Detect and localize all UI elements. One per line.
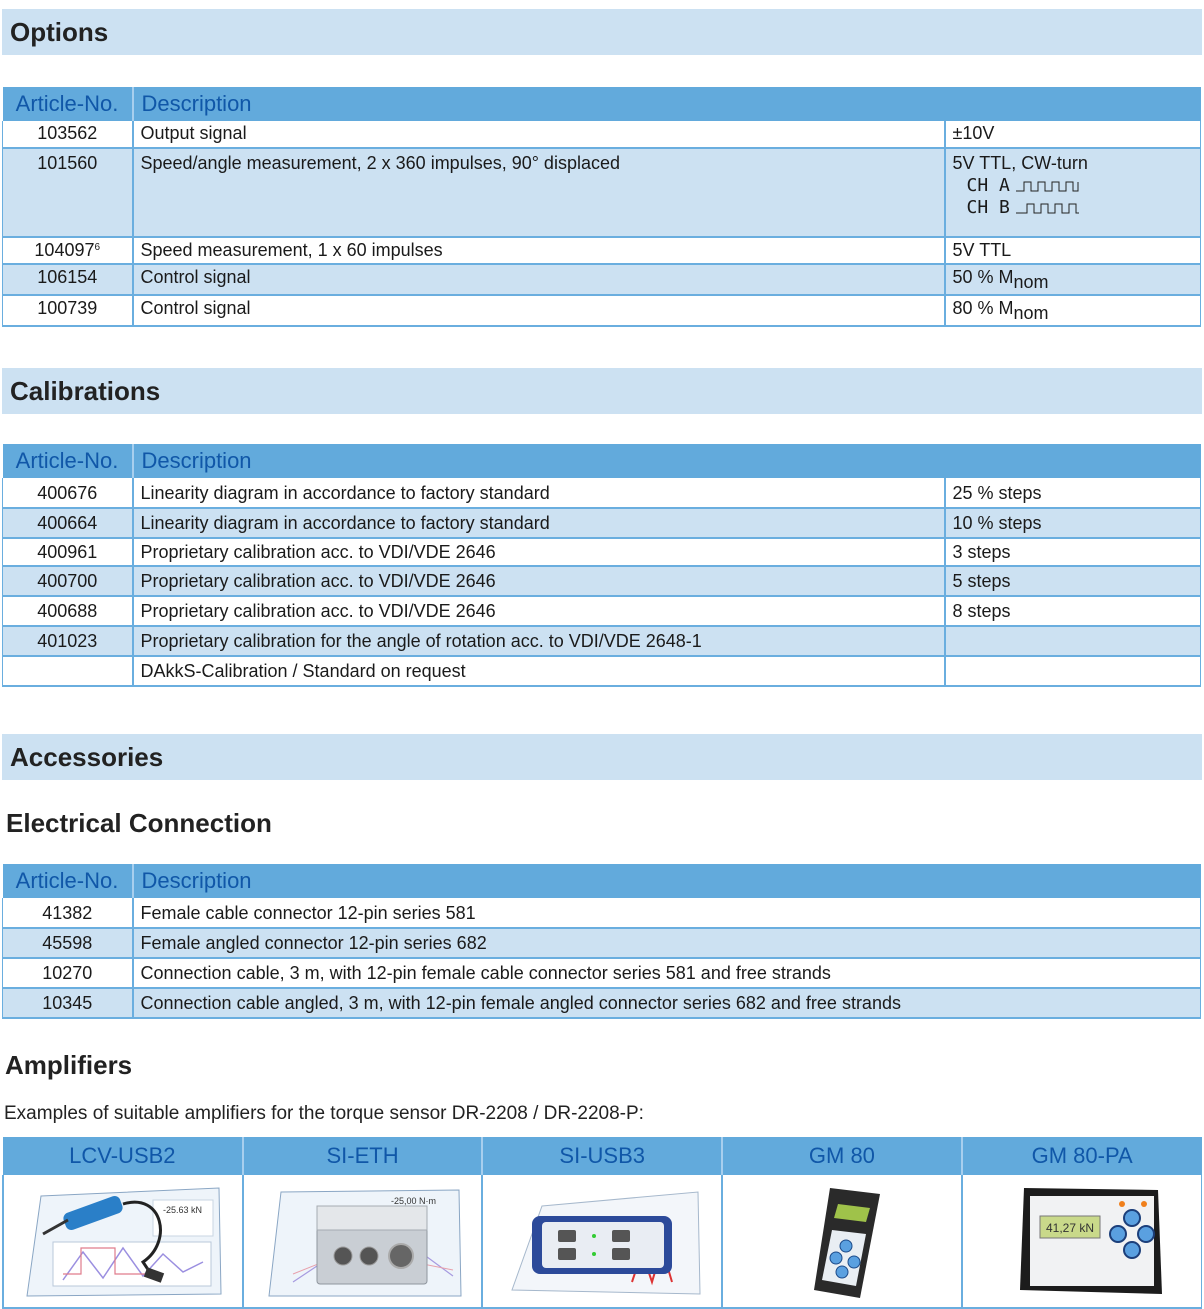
footnote-marker: 6 — [94, 242, 101, 253]
table-row — [3, 656, 1201, 686]
square-wave-icon — [1016, 202, 1080, 214]
article-no: 106154 — [3, 264, 133, 295]
header-article-no: Article-No. — [3, 87, 133, 121]
description: Linearity diagram in accordance to factory standard — [133, 508, 945, 538]
table-row — [3, 121, 1201, 148]
header-article-no: Article-No. — [3, 444, 133, 478]
article-no: 400700 — [3, 566, 133, 596]
ethernet-interface-image — [263, 1182, 463, 1300]
description: Speed measurement, 1 x 60 impulses — [133, 237, 945, 264]
article-no: 45598 — [3, 928, 133, 958]
usb-amplifier-image — [23, 1182, 223, 1300]
article-no-cell — [3, 237, 133, 264]
article-no — [3, 656, 133, 686]
amplifiers-table — [2, 1137, 1202, 1309]
article-no: 101560 — [3, 148, 133, 237]
table-row — [3, 566, 1201, 596]
reading-text: 41,27 kN — [1045, 1221, 1094, 1235]
reading-text: -25.63 kN — [162, 1205, 202, 1215]
options-table — [2, 87, 1201, 327]
options-section-header — [2, 9, 1202, 55]
table-row — [3, 596, 1201, 626]
value: 5 steps — [945, 566, 1201, 596]
value-cell — [945, 264, 1201, 295]
value: ±10V — [945, 121, 1201, 148]
article-no: 104097 — [34, 240, 95, 260]
description: Proprietary calibration acc. to VDI/VDE 2646 — [133, 566, 945, 596]
table-header — [3, 87, 1201, 121]
description: Control signal — [133, 264, 945, 295]
product-cell — [482, 1175, 722, 1308]
calibrations-section-header — [2, 368, 1202, 414]
electrical-connection-table — [2, 864, 1201, 1019]
accessories-section-header — [2, 734, 1202, 780]
panel-display-image — [982, 1182, 1182, 1300]
table-row — [3, 958, 1201, 988]
table-row — [3, 626, 1201, 656]
article-no: 400664 — [3, 508, 133, 538]
table-row — [3, 478, 1201, 508]
amplifiers-intro: Examples of suitable amplifiers for the torque sensor DR-2208 / DR-2208-P: — [4, 1103, 644, 1124]
channel-label: CH A — [966, 175, 1010, 196]
table-row — [3, 295, 1201, 326]
value — [945, 626, 1201, 656]
value-cell — [945, 148, 1201, 237]
calibrations-table — [2, 444, 1201, 687]
value: 25 % steps — [945, 478, 1201, 508]
table-row — [3, 928, 1201, 958]
article-no: 400961 — [3, 538, 133, 566]
value-subscript: nom — [1013, 303, 1049, 323]
table-row — [3, 264, 1201, 295]
product-cell — [722, 1175, 962, 1308]
table-header — [3, 864, 1201, 898]
description: DAkkS-Calibration / Standard on request — [133, 656, 945, 686]
article-no: 103562 — [3, 121, 133, 148]
table-header — [3, 444, 1201, 478]
handheld-display-image — [742, 1182, 942, 1300]
usb-interface-image — [502, 1182, 702, 1300]
table-row — [3, 988, 1201, 1018]
description: Control signal — [133, 295, 945, 326]
article-no: 400688 — [3, 596, 133, 626]
article-no: 10270 — [3, 958, 133, 988]
value: 5V TTL — [945, 237, 1201, 264]
value: 8 steps — [945, 596, 1201, 626]
accessories-title: Accessories — [10, 742, 164, 772]
header-description: Description — [133, 864, 1201, 898]
electrical-connection-heading: Electrical Connection — [6, 808, 272, 838]
description: Proprietary calibration acc. to VDI/VDE 2646 — [133, 538, 945, 566]
article-no: 10345 — [3, 988, 133, 1018]
description: Proprietary calibration acc. to VDI/VDE 2646 — [133, 596, 945, 626]
square-wave-icon — [1016, 180, 1080, 192]
product-name: GM 80-PA — [962, 1137, 1202, 1175]
value: 10 % steps — [945, 508, 1201, 538]
description: Connection cable angled, 3 m, with 12-pin female angled connector series 682 and free strands — [133, 988, 1201, 1018]
value: 50 % M — [952, 267, 1014, 287]
table-header — [3, 1137, 1202, 1175]
value: 3 steps — [945, 538, 1201, 566]
description: Connection cable, 3 m, with 12-pin female cable connector series 581 and free strands — [133, 958, 1201, 988]
article-no: 100739 — [3, 295, 133, 326]
product-name: GM 80 — [722, 1137, 962, 1175]
description: Female angled connector 12-pin series 682 — [133, 928, 1201, 958]
waveform-ch-a — [953, 175, 1201, 197]
product-cell — [243, 1175, 483, 1308]
product-cell — [962, 1175, 1202, 1308]
description: Output signal — [133, 121, 945, 148]
amplifiers-heading: Amplifiers — [5, 1050, 133, 1080]
value-cell — [945, 295, 1201, 326]
table-row — [3, 508, 1201, 538]
article-no: 41382 — [3, 898, 133, 928]
description: Female cable connector 12-pin series 581 — [133, 898, 1201, 928]
article-no: 401023 — [3, 626, 133, 656]
header-description: Description — [133, 444, 1201, 478]
value — [945, 656, 1201, 686]
channel-label: CH B — [966, 197, 1010, 218]
calibrations-title: Calibrations — [10, 376, 161, 406]
header-description: Description — [133, 87, 1201, 121]
value: 80 % M — [952, 298, 1014, 318]
product-name: SI-USB3 — [482, 1137, 722, 1175]
table-row — [3, 898, 1201, 928]
table-row — [3, 538, 1201, 566]
reading-text: -25,00 N·m — [390, 1196, 436, 1206]
product-cell — [3, 1175, 243, 1308]
article-no: 400676 — [3, 478, 133, 508]
product-name: LCV-USB2 — [3, 1137, 243, 1175]
value-subscript: nom — [1013, 272, 1049, 292]
description: Speed/angle measurement, 2 x 360 impulses, 90° displaced — [133, 148, 945, 237]
product-name: SI-ETH — [243, 1137, 483, 1175]
value: 5V TTL, CW-turn — [952, 153, 1088, 173]
header-article-no: Article-No. — [3, 864, 133, 898]
waveform-ch-b — [953, 197, 1201, 219]
description: Linearity diagram in accordance to factory standard — [133, 478, 945, 508]
description: Proprietary calibration for the angle of rotation acc. to VDI/VDE 2648-1 — [133, 626, 945, 656]
table-row — [3, 237, 1201, 264]
table-row — [3, 148, 1201, 237]
product-images-row — [3, 1175, 1202, 1308]
options-title: Options — [10, 17, 109, 47]
